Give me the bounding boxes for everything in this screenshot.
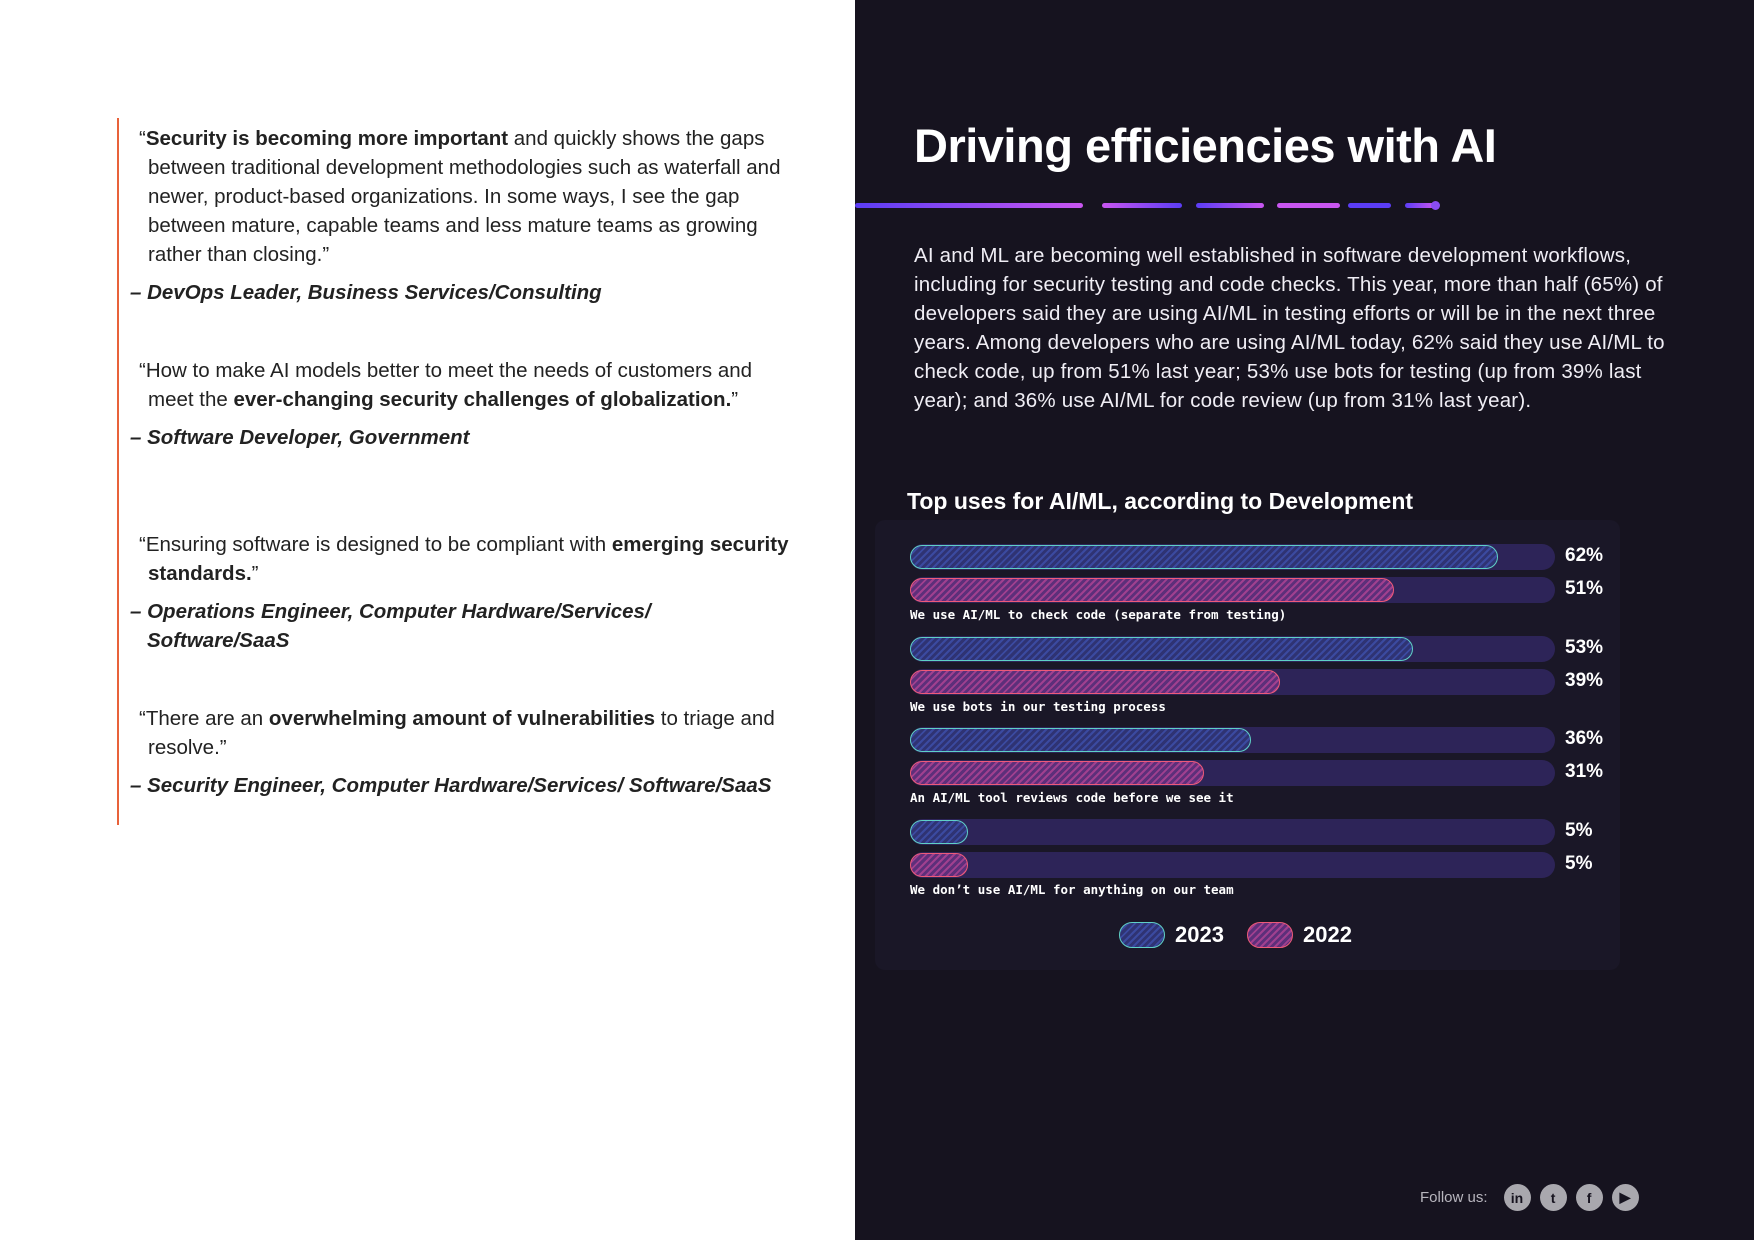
quote-fragment: to triage and resolve.”: [148, 707, 775, 759]
bar-track: [910, 727, 1555, 753]
quote-emphasis: overwhelming amount of vulnerabilities: [268, 707, 656, 730]
page-title: Driving efficiencies with AI: [914, 119, 1497, 172]
quote-attribution: – Security Engineer, Computer Hardware/Services/ Software/SaaS: [130, 774, 772, 797]
twitter-icon[interactable]: t: [1540, 1184, 1567, 1211]
quote-fragment: “Ensuring software is designed to be compliant with: [139, 533, 612, 556]
bar-track: [910, 577, 1555, 603]
decorative-gradient-line: [855, 203, 1455, 209]
bar-2023: [910, 728, 1251, 752]
legend-swatch-2022: [1247, 922, 1293, 948]
quote-attribution: – Software Developer, Government: [130, 426, 470, 449]
quotes-panel: [0, 0, 855, 1240]
bar-track: [910, 544, 1555, 570]
quote-block: [130, 530, 789, 655]
data-label: 51%: [1565, 578, 1604, 599]
bar-track: [910, 760, 1555, 786]
data-label: 31%: [1565, 761, 1604, 782]
category-label: We use bots in our testing process: [910, 698, 1166, 714]
quote-block: [130, 124, 789, 307]
quote-emphasis: emerging security standards.: [148, 533, 789, 585]
bar-2022: [910, 853, 968, 877]
intro-paragraph: AI and ML are becoming well established in software development workflows, including for security testing and code checks. This year, more than half (65%) of developers said they are using AI/ML in testing efforts or will be in the next three years. Among developers who are using AI/ML today, 62% said they use AI/ML to check code, up from 51% last year; 53% use bots for testing (up from 39% last year); and 36% use AI/ML for code review (up from 31% last year).: [914, 244, 1665, 412]
bar-2023: [910, 820, 968, 844]
linkedin-icon[interactable]: in: [1504, 1184, 1531, 1211]
bar-row-2023: [910, 819, 1610, 845]
data-label: 62%: [1565, 545, 1604, 566]
bar-row-2023: [910, 544, 1610, 570]
quote-emphasis: Security is becoming more important: [145, 127, 509, 150]
data-label: 5%: [1565, 819, 1593, 841]
legend-label: 2023: [1175, 922, 1224, 947]
bar-2022: [910, 761, 1204, 785]
follow-label: Follow us:: [1420, 1189, 1488, 1206]
quote-fragment: and quickly shows the gaps between traditional development methodologies such as waterfall and newer, product-based organizations. In some ways, I see the gap between mature, capable teams and less mature teams as growing rather than closing.”: [148, 127, 781, 266]
bar-row-2022: [910, 577, 1610, 603]
bar-track: [910, 669, 1555, 695]
quote-fragment: “There are an: [139, 707, 269, 730]
quote-fragment: ”: [731, 388, 739, 411]
chart-title: Top uses for AI/ML, according to Development: [907, 488, 1414, 514]
bar-2022: [910, 578, 1394, 602]
bar-track: [910, 819, 1555, 845]
quote-fragment: “: [139, 127, 146, 150]
quote-text: [139, 356, 789, 414]
bar-2023: [910, 545, 1498, 569]
quote-fragment: ”: [251, 562, 259, 585]
quote-fragment: “How to make AI models better to meet the needs of customers and meet the: [139, 359, 753, 411]
bar-row-2022: [910, 852, 1610, 878]
quote-block: [130, 704, 789, 800]
category-label: We use AI/ML to check code (separate from testing): [910, 607, 1287, 622]
data-label: 53%: [1565, 636, 1604, 658]
legend-2022: [1247, 922, 1352, 948]
bar-row-2023: [910, 636, 1610, 662]
facebook-icon[interactable]: f: [1576, 1184, 1603, 1211]
legend-2023: [1119, 922, 1224, 948]
bar-track: [910, 636, 1555, 662]
bar-row-2022: [910, 760, 1610, 786]
data-label: 36%: [1565, 728, 1604, 749]
ai-efficiency-panel: [855, 0, 1754, 1240]
data-label: 39%: [1565, 669, 1604, 691]
legend-label: 2022: [1303, 922, 1352, 947]
quote-divider-line: [117, 118, 119, 825]
bar-row-2022: [910, 669, 1610, 695]
quote-emphasis: ever-changing security challenges of globalization.: [233, 388, 732, 411]
quote-attribution: – DevOps Leader, Business Services/Consulting: [130, 281, 602, 304]
quote-attribution: – Operations Engineer, Computer Hardware/Services/ Software/SaaS: [130, 600, 651, 652]
category-label: An AI/ML tool reviews code before we see it: [910, 790, 1234, 805]
bar-2022: [910, 670, 1280, 694]
bar-2023: [910, 637, 1413, 661]
data-label: 5%: [1565, 852, 1593, 874]
legend-swatch-2023: [1119, 922, 1165, 948]
quote-block: [130, 356, 789, 452]
social-links: [1420, 1184, 1639, 1211]
youtube-icon[interactable]: ▶: [1612, 1184, 1639, 1211]
bar-track: [910, 852, 1555, 878]
quote-text: [139, 704, 789, 762]
quote-text: [139, 124, 789, 269]
category-label: We don’t use AI/ML for anything on our team: [910, 881, 1234, 897]
bar-row-2023: [910, 727, 1610, 753]
quote-text: [139, 530, 789, 588]
